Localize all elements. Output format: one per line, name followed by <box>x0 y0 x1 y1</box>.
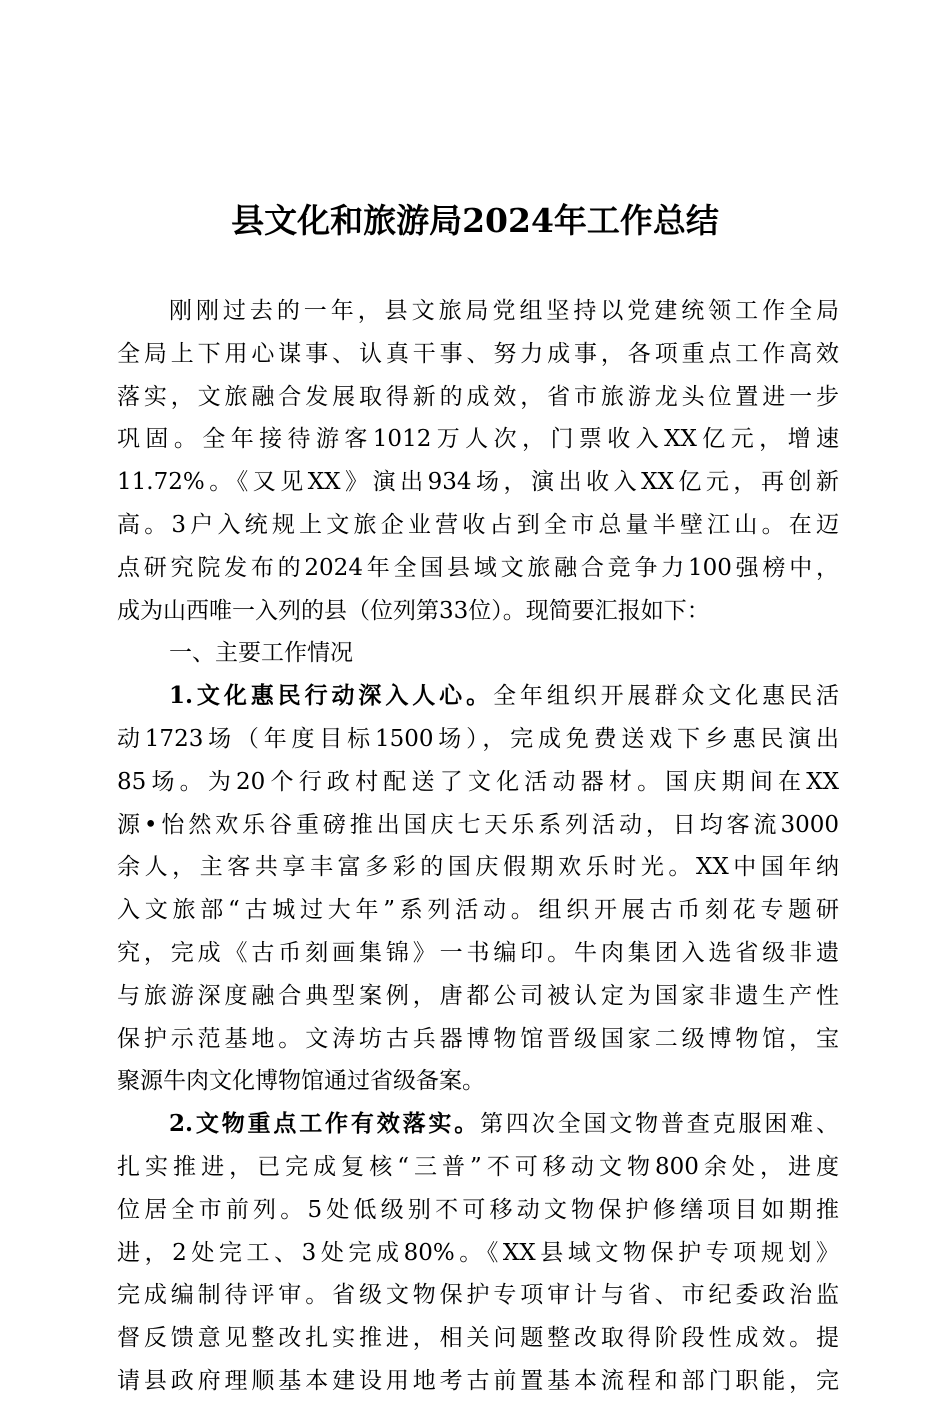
paragraph-line: 源•怡然欢乐谷重磅推出国庆七天乐系列活动，日均客流3000 <box>117 811 839 838</box>
paragraph-line: 入文旅部“古城过大年”系列活动。组织开展古币刻花专题研 <box>117 897 839 924</box>
paragraph-line: 位居全市前列。5处低级别不可移动文物保护修缮项目如期推 <box>117 1196 839 1223</box>
paragraph-line: 刚刚过去的一年，县文旅局党组坚持以党建统领工作全局 <box>169 298 839 324</box>
paragraph-line: 85场。为20个行政村配送了文化活动器材。国庆期间在XX <box>117 768 839 795</box>
item-lead: 2.文物重点工作有效落实。 <box>169 1110 481 1138</box>
paragraph-line: 全局上下用心谋事、认真干事、努力成事，各项重点工作高效 <box>117 340 839 367</box>
paragraph-line: 成为山西唯一入列的县（位列第33位）。现简要汇报如下： <box>117 597 710 624</box>
paragraph-line: 余人，主客共享丰富多彩的国庆假期欢乐时光。XX中国年纳 <box>117 854 839 881</box>
paragraph-line: 巩固。全年接待游客1012万人次，门票收入XX亿元，增速 <box>117 426 839 453</box>
paragraph-line: 动1723场（年度目标1500场），完成免费送戏下乡惠民演出 <box>117 725 839 752</box>
paragraph-line: 与旅游深度融合典型案例，唐都公司被认定为国家非遗生产性 <box>117 982 839 1009</box>
item-lead-rest: 第四次全国文物普查克服困难、 <box>480 1111 839 1138</box>
paragraph-line: 聚源牛肉文化博物馆通过省级备案。 <box>117 1068 485 1095</box>
item-first-line <box>117 675 839 718</box>
item-lead-rest: 全年组织开展群众文化惠民活 <box>493 683 839 710</box>
paragraph-line: 完成编制待评审。省级文物保护专项审计与省、市纪委政治监 <box>117 1282 839 1309</box>
paragraph-line: 落实，文旅融合发展取得新的成效，省市旅游龙头位置进一步 <box>117 383 839 410</box>
document-body <box>117 290 839 1403</box>
paragraph-line: 进，2处完工、3处完成80%。《XX县域文物保护专项规划》 <box>117 1239 839 1266</box>
paragraph-line: 点研究院发布的2024年全国县域文旅融合竞争力100强榜中， <box>117 554 839 581</box>
paragraph-line: 请县政府理顺基本建设用地考古前置基本流程和部门职能，完 <box>117 1367 839 1394</box>
paragraph-line: 究，完成《古币刻画集锦》一书编印。牛肉集团入选省级非遗 <box>117 939 839 966</box>
section-heading: 一、主要工作情况 <box>169 640 353 667</box>
paragraph-line: 保护示范基地。文涛坊古兵器博物馆晋级国家二级博物馆，宝 <box>117 1025 839 1052</box>
item-lead: 1.文化惠民行动深入人心。 <box>169 682 494 710</box>
paragraph-line: 督反馈意见整改扎实推进，相关问题整改取得阶段性成效。提 <box>117 1325 839 1352</box>
paragraph-line: 11.72%。《又见XX》演出934场，演出收入XX亿元，再创新 <box>117 469 839 496</box>
paragraph-line: 高。3户入统规上文旅企业营收占到全市总量半壁江山。在迈 <box>117 511 839 538</box>
item-first-line <box>117 1103 839 1146</box>
document-title: 县文化和旅游局2024年工作总结 <box>231 201 719 240</box>
paragraph-line: 扎实推进，已完成复核“三普”不可移动文物800余处，进度 <box>117 1153 839 1180</box>
